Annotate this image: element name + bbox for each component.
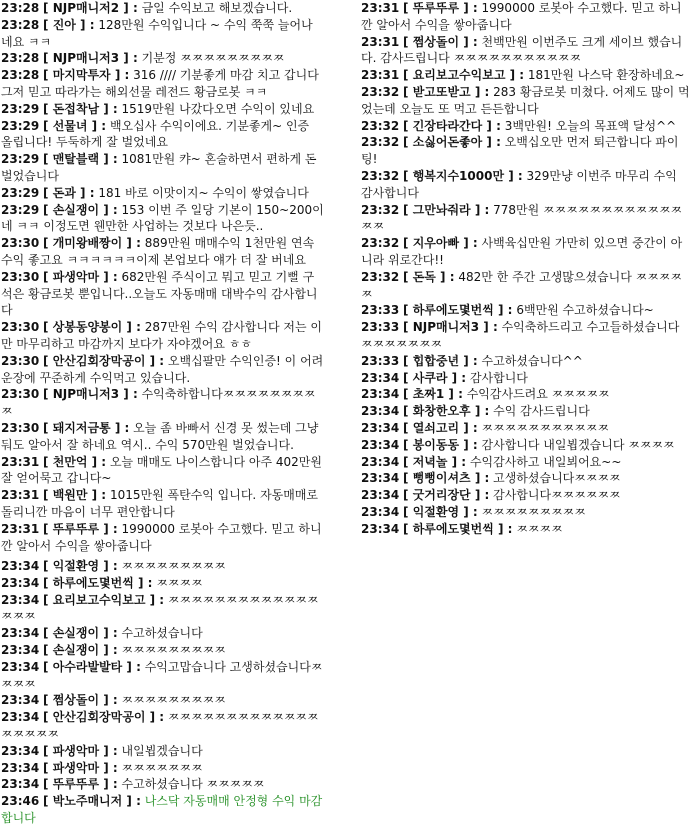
message-nickname: [ 봉이동동 ] : [403, 437, 478, 452]
message-text: 수익고맙습니다 고생하셨습니다ㅉㅉㅉㅉ [1, 659, 323, 691]
message-time: 23:34 [1, 710, 40, 725]
message-time: 23:34 [361, 404, 400, 419]
chat-message [0, 692, 326, 709]
chat-message [0, 625, 326, 642]
message-nickname: [ 긴장타라간다 ] : [403, 118, 501, 133]
message-time: 23:34 [1, 659, 40, 674]
message-text: 감사합니다 [469, 370, 528, 385]
message-nickname: [ 요리보고수익보고 ] : [403, 68, 525, 83]
message-text: ㅉㅉㅉㅉㅉㅉㅉㅉㅉㅉㅉㅉㅉㅉㅉㅉ [1, 592, 319, 624]
message-time: 23:46 [1, 794, 40, 809]
message-nickname: [ 사쿠라 ] : [403, 370, 467, 385]
message-text: 오늘 매매도 나이스합니다 아주 402만원 잘 얻어묵고 갑니다~ [1, 454, 322, 486]
message-nickname: [ 하루에도몇번씩 ] : [43, 575, 153, 590]
chat-message [0, 101, 324, 118]
message-text: 283 황금로봇 미쳤다. 어제도 많이 먹었는데 오늘도 또 먹고 든든합니다 [361, 84, 690, 116]
message-time: 23:34 [361, 370, 400, 385]
message-time: 23:34 [361, 454, 400, 469]
message-time: 23:34 [361, 420, 400, 435]
message-nickname: [ 돈독 ] : [403, 269, 455, 284]
message-time: 23:34 [1, 693, 40, 708]
message-nickname: [ 초짜1 ] : [403, 387, 463, 402]
message-time: 23:30 [1, 236, 40, 251]
chat-message [0, 420, 324, 454]
chat-message [360, 437, 690, 454]
message-text: ㅉㅉㅉㅉ [156, 575, 203, 590]
chat-message [360, 118, 690, 135]
message-nickname: [ 마지막투자 ] : [43, 68, 130, 83]
chat-message [0, 592, 326, 626]
message-text: 사백육십만원 가만히 있으면 중간이 아니라 위로간다!! [361, 236, 683, 267]
message-nickname: [ 안산김회장막공이 ] : [43, 353, 165, 368]
message-time: 23:34 [361, 471, 400, 486]
message-text: 수익축하합니다ㅉㅉㅉㅉㅉㅉㅉㅉㅉ [1, 387, 316, 419]
message-nickname: [ 쩜상돌이 ] : [43, 693, 118, 708]
message-nickname: [ 행복지수1000만 ] : [403, 168, 523, 183]
chat-message [0, 118, 324, 152]
message-text: 감사합니다ㅉㅉㅉㅉㅉㅉ [493, 488, 621, 503]
message-time: 23:34 [361, 504, 400, 519]
message-time: 23:32 [361, 135, 400, 150]
chat-message [360, 0, 690, 34]
message-time: 23:33 [361, 320, 400, 335]
chat-message [0, 202, 324, 236]
message-time: 23:28 [1, 68, 40, 83]
message-nickname: [ 안산김회장막공이 ] : [43, 710, 165, 725]
message-time: 23:31 [361, 1, 400, 15]
chat-message [360, 134, 690, 168]
message-text: 3백만원! 오늘의 목표액 달성^^ [504, 118, 677, 133]
chat-message [360, 235, 690, 269]
chat-message [0, 558, 326, 575]
message-nickname: [ 그만놔줘라 ] : [403, 202, 490, 217]
message-time: 23:34 [1, 642, 40, 657]
message-time: 23:34 [1, 559, 40, 573]
message-nickname: [ 익절환영 ] : [403, 504, 478, 519]
message-text: 천백만원 이번주도 크게 세이브 했습니다. 감사드립니다 ㅉㅉㅉㅉㅉㅉㅉㅉㅉㅉㅉ [361, 34, 683, 66]
message-text: ㅉㅉㅉㅉㅉㅉㅉㅉㅉ [121, 693, 226, 708]
chat-message [360, 370, 690, 387]
chat-message [0, 776, 326, 793]
chat-message [360, 487, 690, 504]
message-text: 6백만원 수고하셨습니다~ [516, 303, 654, 318]
message-nickname: [ 소싫어돈좋아 ] : [403, 135, 501, 150]
message-time: 23:29 [1, 101, 40, 116]
chat-message [360, 34, 690, 68]
message-nickname: [ 뚜루뚜루 ] : [43, 521, 118, 536]
message-nickname: [ 손실쟁이 ] : [43, 642, 118, 657]
message-nickname: [ 파생악마 ] : [43, 269, 118, 284]
message-time: 23:29 [1, 202, 40, 217]
message-time: 23:32 [361, 236, 400, 251]
message-nickname: [ 파생악마 ] : [43, 743, 118, 758]
message-text: 수익축하드리고 수고들하셨습니다 ㅉㅉㅉㅉㅉㅉㅉ [361, 320, 680, 351]
message-text: 1519만원 나갔다오면 수익이 있네요 [121, 101, 315, 116]
message-nickname: [ 상봉동양봉이 ] : [43, 320, 141, 335]
message-nickname: [ 선물녀 ] : [43, 118, 107, 133]
message-time: 23:28 [1, 1, 40, 15]
message-time: 23:30 [1, 420, 40, 435]
message-time: 23:30 [1, 269, 40, 284]
message-text: 오늘 좀 바빠서 신경 못 썼는데 그냥 둬도 알아서 잘 하네요 역시.. 수익 570만원 벌었습니다. [1, 420, 319, 452]
message-text: 수고하셨습니다 [121, 626, 203, 641]
message-text: ㅉㅉㅉㅉㅉㅉㅉㅉㅉ [121, 642, 226, 657]
chat-message [360, 319, 690, 353]
message-time: 23:34 [361, 521, 400, 536]
message-nickname: [ 저녁놀 ] : [403, 454, 467, 469]
message-text: 나스닥 자동매매 안정형 수익 마감합니다 [1, 794, 323, 825]
message-time: 23:34 [361, 387, 400, 402]
message-text: ㅉㅉㅉㅉㅉㅉㅉ [121, 760, 203, 775]
message-text: 기분정 ㅉㅉㅉㅉㅉㅉㅉㅉㅉ [141, 51, 285, 66]
chat-message [0, 17, 324, 51]
chat-log-panel-1 [0, 0, 324, 553]
message-nickname: [ 뻥뻥이셔츠 ] : [403, 471, 490, 486]
message-time: 23:34 [1, 760, 40, 775]
message-time: 23:33 [361, 303, 400, 318]
chat-message [360, 269, 690, 303]
message-text: 수익감사하고 내일뵈어요~~ [469, 454, 622, 469]
message-nickname: [ 파생악마 ] : [43, 760, 118, 775]
chat-message [0, 353, 324, 387]
message-text: 1990000 로봇아 수고했다. 믿고 하니깐 알아서 수익을 쌓아줍니다 [361, 1, 682, 32]
message-nickname: [ 돈과 ] : [43, 185, 95, 200]
chat-message [0, 319, 324, 353]
message-nickname: [ NJP매니저3 ] : [403, 320, 498, 335]
message-time: 23:31 [361, 68, 400, 83]
message-text: 금일 수익보고 해보겠습니다. [141, 1, 293, 15]
message-text: ㅉㅉㅉㅉㅉㅉㅉㅉㅉㅉㅉ [481, 420, 610, 435]
chat-message [0, 454, 324, 488]
chat-message [360, 67, 690, 84]
chat-message [0, 151, 324, 185]
message-nickname: [ 손실쟁이 ] : [43, 626, 118, 641]
message-nickname: [ NJP매니저3 ] : [43, 51, 138, 66]
message-text: 181 바로 이맛이지~ 수익이 쌓였습니다 [98, 185, 309, 200]
message-text: ㅉㅉㅉㅉㅉㅉㅉㅉㅉ [121, 559, 226, 573]
message-nickname: [ 하루에도몇번씩 ] : [403, 521, 513, 536]
message-nickname: [ 돈접착남 ] : [43, 101, 118, 116]
message-text: 889만원 매매수익 1천만원 연속 수익 좋고요 ㅋㅋㅋㅋㅋㅋ이제 본업보다 얘가 더 잘 버네요 [1, 236, 315, 267]
chat-message [360, 168, 690, 202]
message-nickname: [ NJP매니저2 ] : [43, 1, 138, 15]
chat-message [0, 521, 324, 555]
chat-message [360, 521, 690, 538]
message-nickname: [ 백원만 ] : [43, 488, 107, 503]
message-nickname: [ 개미왕배짱이 ] : [43, 236, 141, 251]
message-text: 153 이번 주 일당 기본이 150~200이네 ㅋㅋ 이정도면 웬만한 사업하는 것보다 나은듯.. [1, 202, 324, 234]
message-text: ㅉㅉㅉㅉ [516, 521, 563, 536]
message-text: 1990000 로봇아 수고했다. 믿고 하니깐 알아서 수익을 쌓아줍니다 [1, 521, 322, 553]
chat-message [0, 760, 326, 777]
message-text: 오백십오만 먼저 퇴근합니다 파이팅! [361, 135, 679, 167]
message-text: 수익감사드려요 ㅉㅉㅉㅉㅉ [466, 387, 610, 402]
chat-message [0, 185, 324, 202]
message-nickname: [ 뚜루뚜루 ] : [403, 1, 478, 15]
message-time: 23:34 [1, 743, 40, 758]
message-nickname: [ 요리보고수익보고 ] : [43, 592, 165, 607]
chat-message [0, 67, 324, 101]
chat-message [360, 84, 690, 118]
message-text: 181만원 나스닥 환장하네요~ [527, 68, 685, 83]
message-time: 23:30 [1, 320, 40, 335]
message-nickname: [ 익절환영 ] : [43, 559, 118, 573]
message-text: 778만원 ㅉㅉㅉㅉㅉㅉㅉㅉㅉㅉㅉㅉㅉㅉ [361, 202, 683, 234]
message-time: 23:31 [1, 488, 40, 503]
chat-message [360, 470, 690, 487]
message-text: 수익 감사드립니다 [493, 404, 590, 419]
message-nickname: [ 손실쟁이 ] : [43, 202, 118, 217]
message-nickname: [ 진아 ] : [43, 17, 95, 32]
message-time: 23:33 [361, 353, 400, 368]
message-nickname: [ 돼지저금통 ] : [43, 420, 130, 435]
message-text: ㅉㅉㅉㅉㅉㅉㅉㅉㅉ [481, 504, 586, 519]
chat-message [360, 302, 690, 319]
message-time: 23:32 [361, 118, 400, 133]
message-time: 23:30 [1, 353, 40, 368]
message-time: 23:28 [1, 17, 40, 32]
message-text: 128만원 수익입니다 ~ 수익 쭉쭉 늘어나네요 ㅋㅋ [1, 17, 313, 49]
message-time: 23:34 [1, 777, 40, 792]
chat-message [0, 659, 326, 693]
message-text: 1081만원 캬~ 혼술하면서 편하게 돈 벌었습니다 [1, 152, 317, 183]
chat-message [0, 269, 324, 319]
message-text: 수고하셨습니다 ㅉㅉㅉㅉㅉ [121, 777, 265, 792]
chat-message [0, 793, 326, 827]
message-nickname: [ 하루에도몇번씩 ] : [403, 303, 513, 318]
chat-message [0, 235, 324, 269]
message-nickname: [ 힙합중년 ] : [403, 353, 478, 368]
message-text: 482만 한 주간 고생많으셨습니다 ㅉㅉㅉㅉㅉ [361, 269, 682, 301]
message-text: 오백십팔만 수익인증! 이 어려운장에 꾸준하게 수익먹고 있습니다. [1, 353, 324, 385]
chat-log-panel-3 [0, 558, 326, 823]
message-time: 23:32 [361, 168, 400, 183]
message-nickname: [ 천만억 ] : [43, 454, 107, 469]
message-time: 23:32 [361, 269, 400, 284]
message-time: 23:31 [1, 454, 40, 469]
message-time: 23:31 [1, 521, 40, 536]
message-nickname: [ 뚜루뚜루 ] : [43, 777, 118, 792]
message-text: 감사합니다 내일뵙겠습니다 ㅉㅉㅉㅉ [481, 437, 675, 452]
message-text: 316 //// 기분좋게 마감 치고 갑니다 그저 믿고 따라가는 해외선물 레전드 황금로봇 ㅋㅋ [1, 68, 319, 99]
chat-message [360, 403, 690, 420]
message-text: 내일뵙겠습니다 [121, 743, 203, 758]
chat-message [0, 386, 324, 420]
chat-message [0, 642, 326, 659]
chat-message [360, 504, 690, 521]
chat-message [360, 386, 690, 403]
message-nickname: [ 받고또받고 ] : [403, 84, 490, 99]
message-time: 23:34 [1, 592, 40, 607]
chat-message [360, 420, 690, 437]
message-nickname: [ 화창한오후 ] : [403, 404, 490, 419]
message-nickname: [ 굿거리장단 ] : [403, 488, 490, 503]
message-text: 백오십사 수익이에요. 기분좋게~ 인증 올립니다! 두둑하게 잘 벌었네요 [1, 118, 310, 150]
message-text: ㅉㅉㅉㅉㅉㅉㅉㅉㅉㅉㅉㅉㅉㅉㅉㅉㅉㅉ [1, 710, 319, 741]
message-nickname: [ 아수라발발타 ] : [43, 659, 141, 674]
message-time: 23:31 [361, 34, 400, 49]
message-nickname: [ 쩜상돌이 ] : [403, 34, 478, 49]
chat-message [0, 743, 326, 760]
message-text: 1015만원 폭탄수익 입니다. 자동매매로 돌리니깐 마음이 너무 편안합니다 [1, 488, 319, 519]
chat-message [360, 454, 690, 471]
message-time: 23:32 [361, 84, 400, 99]
message-time: 23:34 [1, 575, 40, 590]
message-nickname: [ 박노주매니저 ] : [43, 794, 141, 809]
message-text: 수고하셨습니다^^ [481, 353, 583, 368]
message-time: 23:32 [361, 202, 400, 217]
message-text: 고생하셨습니다ㅉㅉㅉㅉ [493, 471, 621, 486]
message-nickname: [ 맨탈블랙 ] : [43, 152, 118, 167]
message-time: 23:30 [1, 387, 40, 402]
message-time: 23:34 [361, 437, 400, 452]
message-nickname: [ 지우아빠 ] : [403, 236, 478, 251]
chat-message [0, 50, 324, 67]
chat-message [0, 709, 326, 743]
message-text: 682만원 주식이고 뭐고 믿고 기뻘 구석은 황금로봇 뿐입니다..오늘도 자동매매 대박수익 감사합니다 [1, 269, 318, 318]
chat-message [0, 575, 326, 592]
message-time: 23:34 [361, 488, 400, 503]
message-time: 23:29 [1, 185, 40, 200]
message-text: 329만냥 이번주 마무리 수익 감사합니다 [361, 168, 677, 200]
message-nickname: [ 열쇠고리 ] : [403, 420, 478, 435]
chat-message [0, 487, 324, 521]
chat-log-panel-2 [360, 0, 690, 536]
message-time: 23:28 [1, 51, 40, 66]
chat-message [360, 353, 690, 370]
message-text: 287만원 수익 감사합니다 저는 이만 마무리하고 마감까지 보다가 자야겠어요 ㅎㅎ [1, 320, 322, 351]
message-time: 23:34 [1, 626, 40, 641]
chat-message [0, 0, 324, 17]
message-time: 23:29 [1, 152, 40, 167]
chat-message [360, 202, 690, 236]
message-time: 23:29 [1, 118, 40, 133]
message-nickname: [ NJP매니저3 ] : [43, 387, 138, 402]
